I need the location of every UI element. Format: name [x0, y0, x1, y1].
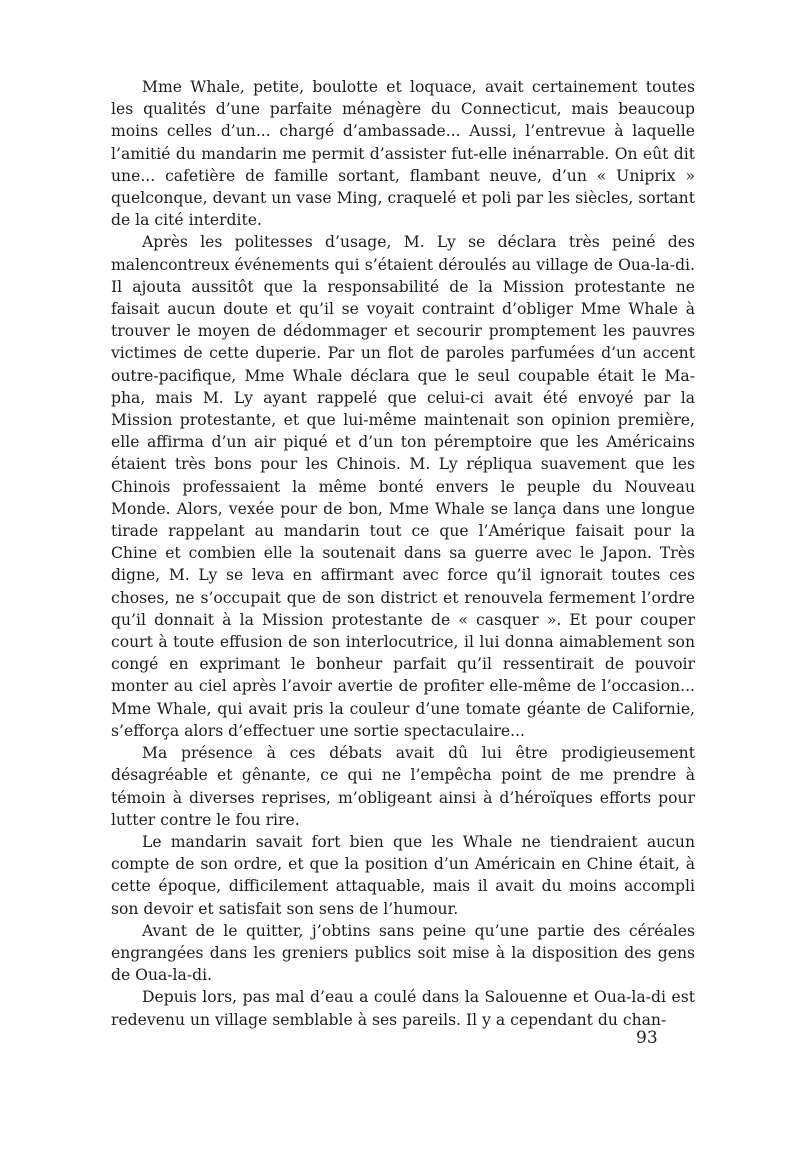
paragraph-1: Mme Whale, petite, boulotte et loquace, avait certainement toutes les qualités d’une parfaite ménagère du Connecticut, mais beaucoup moins celles d’un... chargé d’ambassade... Aussi, l’entrevue à laquelle l’amitié du mandarin me permit d’assister fut-elle inénarrable. On eût dit une... cafetière de famille sortant, flambant neuve, d’un « Uniprix » quelconque, devant un vase Ming, craquelé et poli par les siècles, sortant de la cité interdite. [111, 78, 695, 230]
page-number: 93 [636, 1028, 658, 1048]
paragraph-6: Depuis lors, pas mal d’eau a coulé dans la Salouenne et Oua-la-di est redevenu un village semblable à ses pareils. Il y a cependant du chan- [111, 988, 695, 1029]
paragraph-4: Le mandarin savait fort bien que les Whale ne tiendraient aucun compte de son ordre, et que la position d’un Américain en Chine était, à cette époque, difficilement attaquable, mais il avait du moins accompli son devoir et satisfait son sens de l’humour. [111, 832, 695, 918]
paragraph-5: Avant de le quitter, j’obtins sans peine qu’une partie des céréales engrangées dans les greniers publics soit mise à la disposition des gens de Oua-la-di. [111, 921, 695, 985]
paragraph-3: Ma présence à ces débats avait dû lui être prodigieusement désagréable et gênante, ce qui ne l’empêcha point de me prendre à témoin à diverses reprises, m’obligeant ainsi à d’héroïques efforts pour lutter contre le fou rire. [111, 744, 695, 829]
body-text [111, 76, 695, 1031]
paragraph-2: Après les politesses d’usage, M. Ly se déclara très peiné des malencontreux événements qui s’étaient déroulés au village de Oua-la-di. Il ajouta aussitôt que la responsabilité de la Mission protestante ne faisait aucun doute et qu’il se voyait contraint d’obliger Mme Whale à trouver le moyen de dédommager et secourir promptement les pauvres victimes de cette duperie. Par un flot de paroles parfumées d’un accent outre-pacifique, Mme Whale déclara que le seul coupable était le Ma-pha, mais M. Ly ayant rappelé que celui-ci avait été envoyé par la Mission protestante, et que lui-même maintenait son opinion première, elle affirma d’un air piqué et d’un ton péremptoire que les Américains étaient très bons pour les Chinois. M. Ly répliqua suavement que les Chinois professaient la même bonté envers le peuple du Nouveau Monde. Alors, vexée pour de bon, Mme Whale se lança dans une longue tirade rappelant au mandarin tout ce que l’Amérique faisait pour la Chine et combien elle la soutenait dans sa guerre avec le Japon. Très digne, M. Ly se leva en affirmant avec force qu’il ignorait toutes ces choses, ne s’occupait que de son district et renouvela fermement l’ordre qu’il donnait à la Mission protestante de « casquer ». Et pour couper court à toute effusion de son interlocutrice, il lui donna aimablement son congé en exprimant le bonheur parfait qu’il ressentirait de pouvoir monter au ciel après l’avoir avertie de profiter elle-même de l’occasion... Mme Whale, qui avait pris la couleur d’une tomate géante de Californie, s’efforça alors d’effectuer une sortie spectaculaire... [111, 233, 695, 740]
